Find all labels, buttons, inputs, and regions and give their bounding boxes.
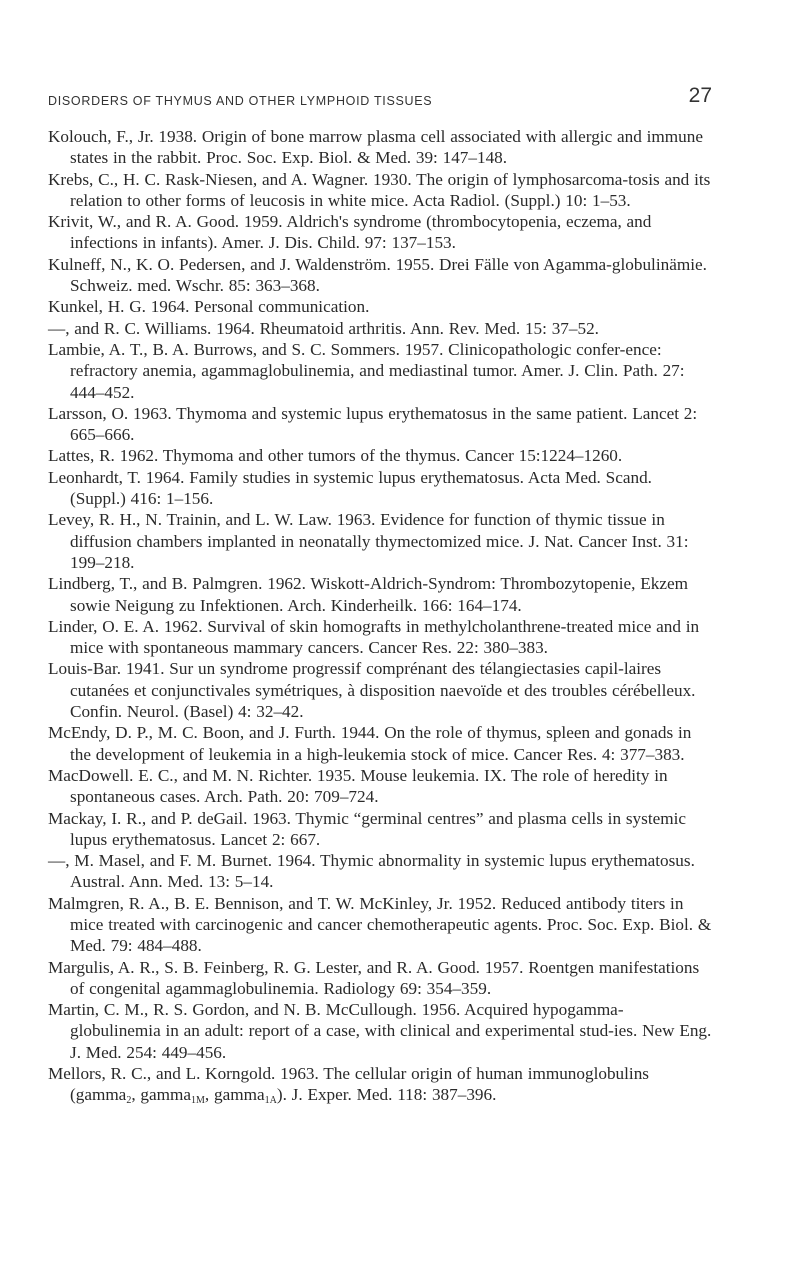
ref-text: Mellors, R. C., and L. Korngold. 1963. The cellular origin of human immunoglobulins (gamma [48,1064,649,1105]
subscript: 1A [264,1095,277,1107]
reference-entry: Kulneff, N., K. O. Pedersen, and J. Waldenström. 1955. Drei Fälle von Agamma-globulinämie. Schweiz. med. Wschr. 85: 363–368. [48,254,707,296]
reference-entry: Martin, C. M., R. S. Gordon, and N. B. McCullough. 1956. Acquired hypogamma-globulinemia in an adult: report of a case, with clinical and experimental stud-ies. New Eng. J. Med. 254: 449–456. [48,1000,712,1062]
reference-entry: Leonhardt, T. 1964. Family studies in systemic lupus erythematosus. Acta Med. Scand. (Suppl.) 416: 1–156. [48,467,652,509]
subscript: 2 [126,1095,132,1107]
reference-entry: Lambie, A. T., B. A. Burrows, and S. C. Sommers. 1957. Clinicopathologic confer-ence: refractory anemia, agammaglobulinemia, and mediastinal tumor. Amer. J. Clin. Path. 27: 444–452. [48,339,685,402]
reference-entry: Krivit, W., and R. A. Good. 1959. Aldrich's syndrome (thrombocytopenia, eczema, and infections in infants). Amer. J. Dis. Child. 97: 137–153. [48,212,652,253]
reference-entry: Kunkel, H. G. 1964. Personal communication. [48,297,370,317]
page-number: 27 [688,84,712,107]
reference-entry: Louis-Bar. 1941. Sur un syndrome progressif comprénant des télangiectasies capil-laires cutanées et conjunctivales symétriques, à disposition naevoïde et des troubles cérébelleux. Confin. Neurol. (Basel) 4: 32–42. [48,659,696,722]
reference-entry: Lindberg, T., and B. Palmgren. 1962. Wiskott-Aldrich-Syndrom: Thrombozytopenie, Ekzem sowie Neigung zu Infektionen. Arch. Kinderheilk. 166: 164–174. [48,574,688,615]
reference-list [48,126,712,1106]
reference-entry-mellors [48,1063,712,1106]
reference-entry: —, and R. C. Williams. 1964. Rheumatoid arthritis. Ann. Rev. Med. 15: 37–52. [48,318,599,338]
reference-entry: McEndy, D. P., M. C. Boon, and J. Furth. 1944. On the role of thymus, spleen and gonads in the development of leukemia in a high-leukemia stock of mice. Cancer Res. 4: 377–383. [48,723,692,764]
running-head [48,84,712,114]
reference-entry: Levey, R. H., N. Trainin, and L. W. Law. 1963. Evidence for function of thymic tissue in diffusion chambers implanted in neonatally thymectomized mice. J. Nat. Cancer Inst. 31: 199–218. [48,510,689,572]
ref-text: , gamma [204,1085,265,1105]
reference-entry: Margulis, A. R., S. B. Feinberg, R. G. Lester, and R. A. Good. 1957. Roentgen manifestations of congenital agammaglobulinemia. Radiology 69: 354–359. [48,957,700,998]
reference-entry: Malmgren, R. A., B. E. Bennison, and T. W. McKinley, Jr. 1952. Reduced antibody titers in mice treated with carcinogenic and cancer chemotherapeutic agents. Proc. Soc. Exp. Biol. & Med. 79: 484–488. [48,893,712,956]
reference-entry: Kolouch, F., Jr. 1938. Origin of bone marrow plasma cell associated with allergic and immune states in the rabbit. Proc. Soc. Exp. Biol. & Med. 39: 147–148. [48,127,703,168]
reference-entry: Lattes, R. 1962. Thymoma and other tumors of the thymus. Cancer 15:1224–1260. [48,446,623,466]
subscript: 1M [191,1095,205,1107]
running-title: DISORDERS OF THYMUS AND OTHER LYMPHOID TISSUES [48,94,433,108]
reference-entry: Larsson, O. 1963. Thymoma and systemic lupus erythematosus in the same patient. Lancet 2: 665–666. [48,403,698,445]
ref-text: ). J. Exper. Med. 118: 387–396. [276,1085,497,1105]
reference-entry: MacDowell. E. C., and M. N. Richter. 1935. Mouse leukemia. IX. The role of heredity in spontaneous cases. Arch. Path. 20: 709–724. [48,765,668,807]
reference-entry: —, M. Masel, and F. M. Burnet. 1964. Thymic abnormality in systemic lupus erythematosus. Austral. Ann. Med. 13: 5–14. [48,851,695,892]
reference-entry: Linder, O. E. A. 1962. Survival of skin homografts in methylcholanthrene-treated mice and in mice with spontaneous mammary cancers. Cancer Res. 22: 380–383. [48,616,700,658]
ref-text: , gamma [131,1085,192,1105]
reference-entry: Mackay, I. R., and P. deGail. 1963. Thymic “germinal centres” and plasma cells in systemic lupus erythematosus. Lancet 2: 667. [48,808,686,849]
reference-entry: Krebs, C., H. C. Rask-Niesen, and A. Wagner. 1930. The origin of lymphosarcoma-tosis and its relation to other forms of leucosis in white mice. Acta Radiol. (Suppl.) 10: 1–53. [48,169,711,210]
